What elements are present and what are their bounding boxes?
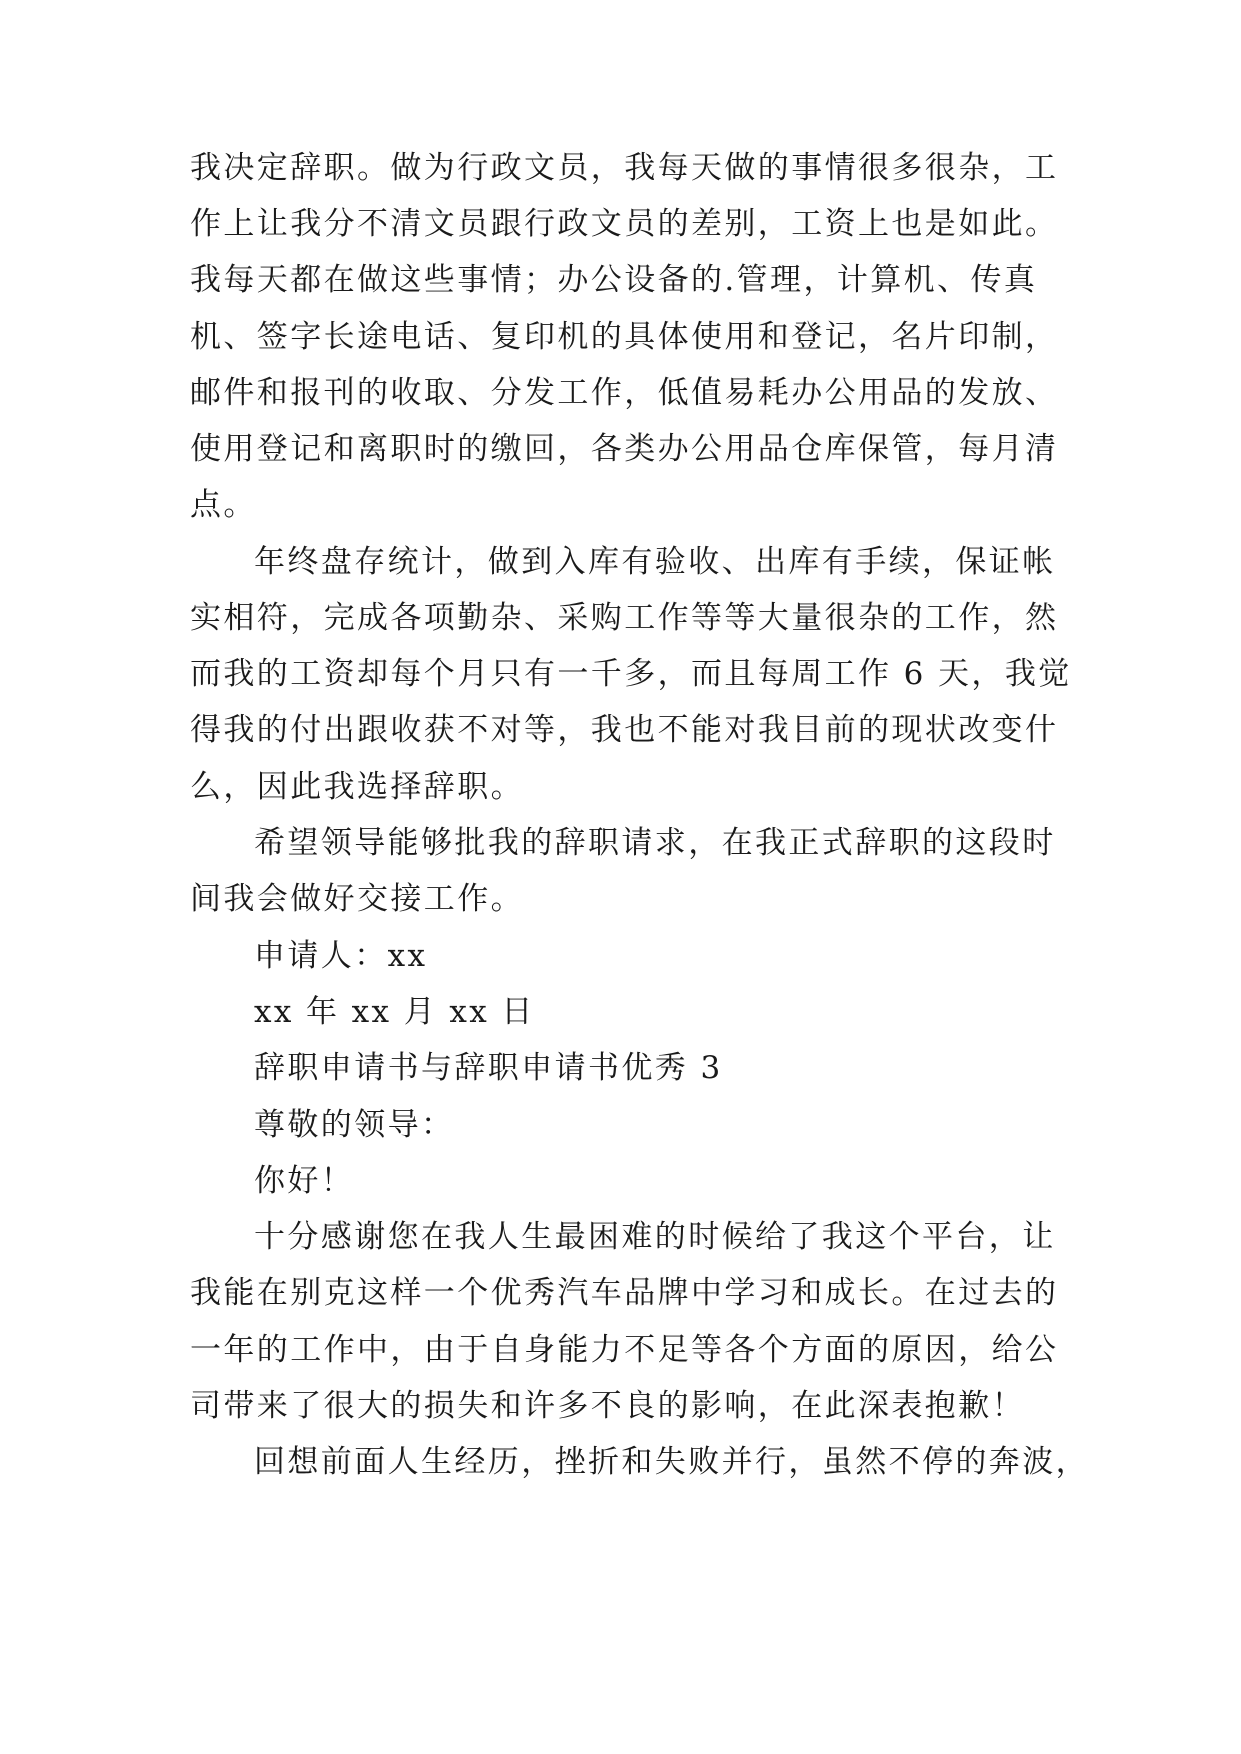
body-line: 而我的工资却每个月只有一千多，而且每周工作 6 天，我觉 (190, 656, 1072, 692)
greeting: 你好！ (254, 1163, 355, 1199)
body-line: 间我会做好交接工作。 (190, 881, 524, 917)
body-line: 一年的工作中，由于自身能力不足等各个方面的原因，给公 (190, 1332, 1059, 1368)
paragraph-first-line: 希望领导能够批我的辞职请求，在我正式辞职的这段时 (254, 825, 1056, 861)
body-line: 实相符，完成各项勤杂、采购工作等等大量很杂的工作，然 (190, 600, 1059, 636)
salutation: 尊敬的领导： (254, 1107, 455, 1143)
body-line: 作上让我分不清文员跟行政文员的差别，工资上也是如此。 (190, 206, 1059, 242)
paragraph-first-line: 年终盘存统计，做到入库有验收、出库有手续，保证帐 (254, 544, 1056, 580)
section-title: 辞职申请书与辞职申请书优秀 3 (254, 1050, 723, 1086)
body-line: 得我的付出跟收获不对等，我也不能对我目前的现状改变什 (190, 712, 1059, 748)
body-line: 么，因此我选择辞职。 (190, 769, 524, 805)
applicant-line: 申请人：xx (254, 938, 428, 974)
body-line: 机、签字长途电话、复印机的具体使用和登记，名片印制， (190, 319, 1059, 355)
body-line: 点。 (190, 487, 257, 523)
date-line: xx 年 xx 月 xx 日 (254, 994, 535, 1030)
body-line: 我能在别克这样一个优秀汽车品牌中学习和成长。在过去的 (190, 1275, 1059, 1311)
body-line: 司带来了很大的损失和许多不良的影响，在此深表抱歉！ (190, 1388, 1025, 1424)
body-line: 我每天都在做这些事情；办公设备的.管理，计算机、传真 (190, 262, 1038, 298)
body-line: 邮件和报刊的收取、分发工作，低值易耗办公用品的发放、 (190, 375, 1059, 411)
paragraph-first-line: 十分感谢您在我人生最困难的时候给了我这个平台，让 (254, 1219, 1056, 1255)
paragraph-first-line: 回想前面人生经历，挫折和失败并行，虽然不停的奔波， (254, 1444, 1089, 1480)
body-line: 我决定辞职。做为行政文员，我每天做的事情很多很杂，工 (190, 150, 1059, 186)
body-line: 使用登记和离职时的缴回，各类办公用品仓库保管，每月清 (190, 431, 1059, 467)
